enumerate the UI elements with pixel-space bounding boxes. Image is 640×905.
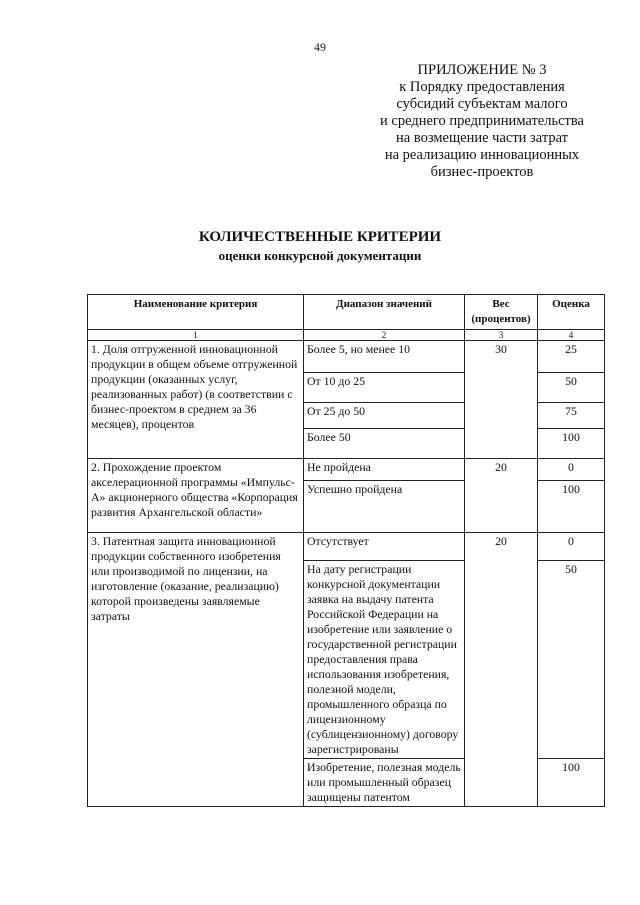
- header-score: Оценка: [538, 295, 605, 330]
- title-line-2: оценки конкурсной документации: [218, 248, 422, 263]
- score-value: 100: [538, 759, 605, 807]
- appendix-line: субсидий субъектам малого: [396, 96, 568, 112]
- range-value: Более 50: [304, 429, 465, 459]
- header-row: [88, 295, 605, 330]
- column-number: 2: [304, 330, 465, 341]
- appendix-line: на реализацию инновационных: [384, 147, 580, 163]
- range-value: От 10 до 25: [304, 373, 465, 403]
- score-value: 75: [538, 403, 605, 429]
- appendix-line: ПРИЛОЖЕНИЕ № 3: [417, 62, 547, 78]
- header-range: Диапазон значений: [304, 295, 465, 330]
- criterion-weight: 30: [465, 341, 538, 459]
- range-value: Не пройдена: [304, 459, 465, 481]
- range-value: Успешно пройдена: [304, 481, 465, 533]
- score-value: 100: [538, 481, 605, 533]
- column-number: 3: [465, 330, 538, 341]
- range-value: От 25 до 50: [304, 403, 465, 429]
- table-row: [88, 459, 605, 481]
- appendix-line: бизнес-проектов: [430, 164, 534, 180]
- criterion-weight: 20: [465, 459, 538, 533]
- range-value: Более 5, но менее 10: [304, 341, 465, 373]
- column-number-row: [88, 330, 605, 341]
- column-number: 4: [538, 330, 605, 341]
- appendix-line: и среднего предпринимательства: [380, 113, 584, 129]
- criterion-name: 2. Прохождение проектом акселерационной программы «Импульс-А» акционерного общества «Корпорация развития Архангельской области»: [88, 459, 304, 533]
- appendix-header: [352, 62, 612, 181]
- score-value: 0: [538, 459, 605, 481]
- header-criterion: Наименование критерия: [88, 295, 304, 330]
- criteria-table: [87, 294, 605, 807]
- page-number: 49: [314, 40, 326, 54]
- range-value: Изобретение, полезная модель или промышленный образец защищены патентом: [304, 759, 465, 807]
- score-value: 100: [538, 429, 605, 459]
- document-title: [0, 228, 640, 264]
- range-value: На дату регистрации конкурсной документации заявка на выдачу патента Российской Федерации на изобретение или заявление о государственной регистрации предоставления права использования изобретения, полезной модели, промышленного образца по лицензионному (сублицензионному) договору зарегистрированы: [304, 561, 465, 759]
- criterion-name: 1. Доля отгруженной инновационной продукции в общем объеме отгруженной продукции (оказанных услуг, реализованных работ) (в соответствии с бизнес-проектом в среднем за 36 месяцев), процентов: [88, 341, 304, 459]
- column-number: 1: [88, 330, 304, 341]
- range-value: Отсутствует: [304, 533, 465, 561]
- criterion-name: 3. Патентная защита инновационной продукции собственного изобретения или производимой по лицензии, на изготовление (оказание, реализацию) которой произведены заявляемые затраты: [88, 533, 304, 807]
- appendix-line: к Порядку предоставления: [399, 79, 565, 95]
- header-weight: Вес (процентов): [465, 295, 538, 330]
- appendix-line: на возмещение части затрат: [396, 130, 568, 146]
- criterion-weight: 20: [465, 533, 538, 807]
- table-row: [88, 341, 605, 373]
- score-value: 50: [538, 561, 605, 759]
- title-line-1: КОЛИЧЕСТВЕННЫЕ КРИТЕРИИ: [198, 229, 442, 245]
- score-value: 50: [538, 373, 605, 403]
- table-row: [88, 533, 605, 561]
- score-value: 25: [538, 341, 605, 373]
- score-value: 0: [538, 533, 605, 561]
